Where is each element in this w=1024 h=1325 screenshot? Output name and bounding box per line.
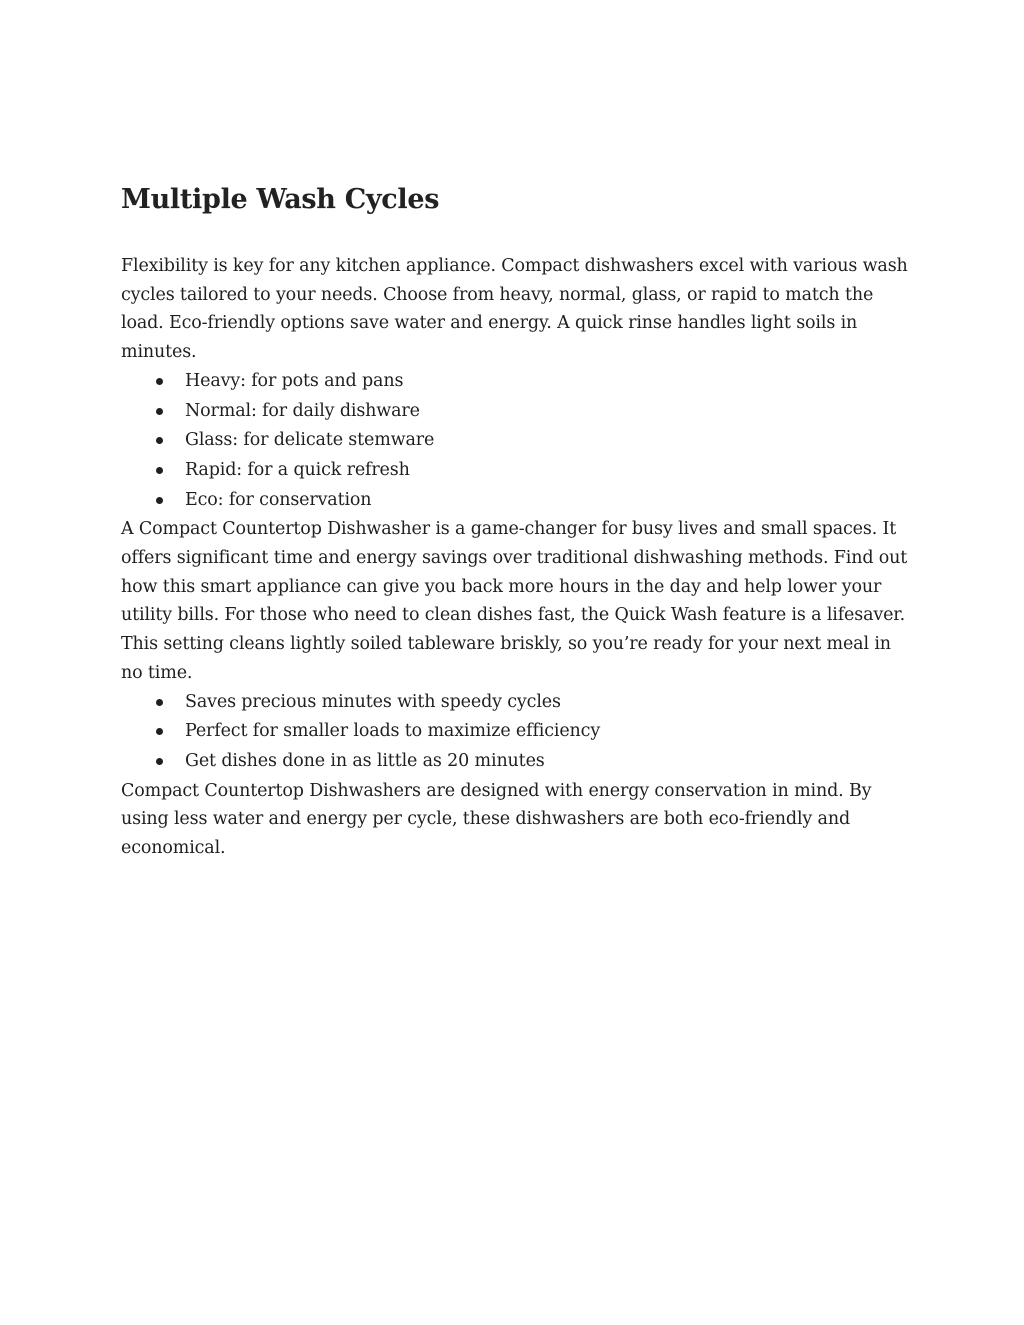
list-item xyxy=(121,367,911,397)
quick-wash-benefit-list xyxy=(121,688,911,777)
list-item-text: Get dishes done in as little as 20 minutes xyxy=(185,750,545,771)
list-item-text: Heavy: for pots and pans xyxy=(185,370,404,391)
list-item-text: Normal: for daily dishware xyxy=(185,400,420,421)
list-item xyxy=(121,426,911,456)
bullet-icon xyxy=(156,699,163,706)
list-item-text: Eco: for conservation xyxy=(185,489,372,510)
intro-paragraph: Flexibility is key for any kitchen appliance. Compact dishwashers excel with various wash cycles tailored to your needs. Choose from heavy, normal, glass, or rapid to match the load. Eco-friendly options save water and energy. A quick rinse handles light soils in minutes. xyxy=(121,256,908,363)
bullet-icon xyxy=(156,497,163,504)
bullet-icon xyxy=(156,758,163,765)
list-item-text: Perfect for smaller loads to maximize efficiency xyxy=(185,721,601,742)
bullet-icon xyxy=(156,467,163,474)
list-item xyxy=(121,747,911,777)
list-item xyxy=(121,688,911,718)
list-item-text: Glass: for delicate stemware xyxy=(185,430,435,451)
body-paragraph: A Compact Countertop Dishwasher is a game-changer for busy lives and small spaces. It offers significant time and energy savings over traditional dishwashing methods. Find out how this smart appliance can give you back more hours in the day and help lower your utility bills. For those who need to clean dishes fast, the Quick Wash feature is a lifesaver. This setting cleans lightly soiled tableware briskly, so you’re ready for your next meal in no time. xyxy=(121,519,908,683)
bullet-icon xyxy=(156,437,163,444)
document-page xyxy=(121,180,911,863)
bullet-icon xyxy=(156,408,163,415)
list-item xyxy=(121,456,911,486)
list-item xyxy=(121,397,911,427)
bullet-icon xyxy=(156,378,163,385)
wash-cycle-list xyxy=(121,367,911,516)
closing-paragraph: Compact Countertop Dishwashers are designed with energy conservation in mind. By using less water and energy per cycle, these dishwashers are both eco-friendly and economical. xyxy=(121,780,872,859)
bullet-icon xyxy=(156,728,163,735)
list-item-text: Rapid: for a quick refresh xyxy=(185,459,410,480)
list-item xyxy=(121,717,911,747)
list-item xyxy=(121,486,911,516)
list-item-text: Saves precious minutes with speedy cycles xyxy=(185,691,561,712)
page-title: Multiple Wash Cycles xyxy=(121,184,440,215)
